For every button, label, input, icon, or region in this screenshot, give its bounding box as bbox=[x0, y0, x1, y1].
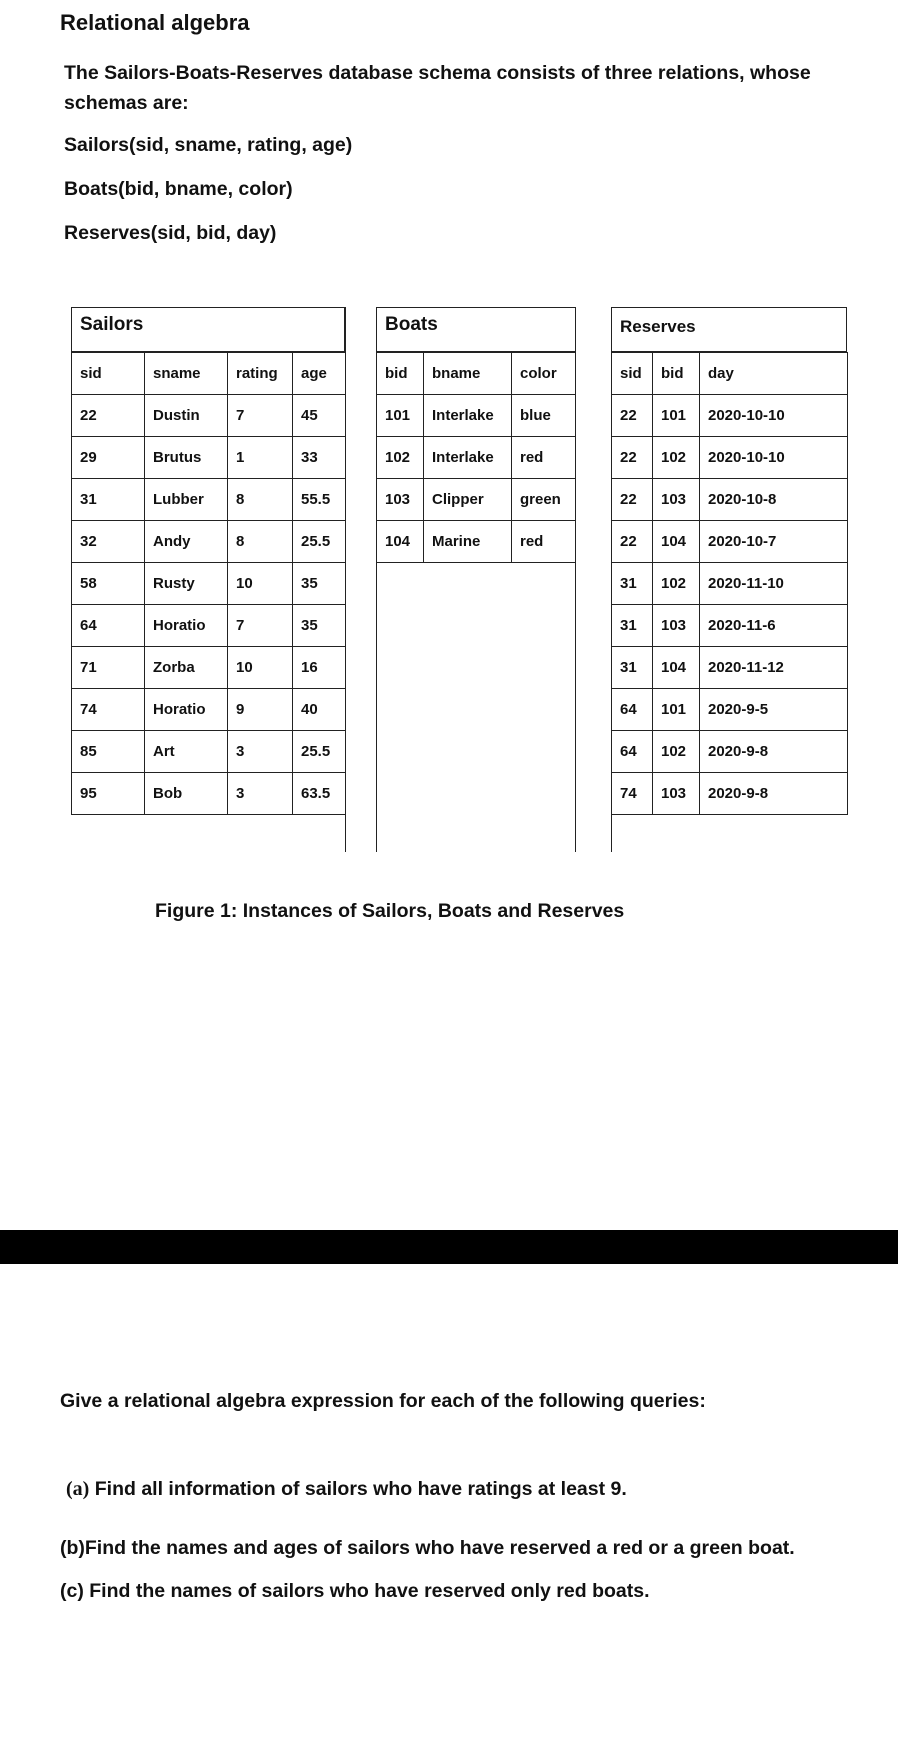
table-row bbox=[72, 647, 346, 689]
reserves-cell: 2020-10-8 bbox=[700, 479, 848, 521]
column-header: bname bbox=[424, 353, 512, 395]
sailors-cell: Horatio bbox=[145, 689, 228, 731]
reserves-cell: 103 bbox=[653, 605, 700, 647]
table-row bbox=[612, 437, 848, 479]
page-title: Relational algebra bbox=[60, 10, 250, 35]
reserves-cell: 2020-10-10 bbox=[700, 395, 848, 437]
table-row bbox=[72, 479, 346, 521]
sailors-cell: 10 bbox=[228, 647, 293, 689]
table-row bbox=[612, 731, 848, 773]
table-row bbox=[377, 395, 576, 437]
sailors-cell: 55.5 bbox=[293, 479, 346, 521]
column-header: sid bbox=[72, 353, 145, 395]
table-row bbox=[72, 395, 346, 437]
sailors-cell: Andy bbox=[145, 521, 228, 563]
sailors-cell: 8 bbox=[228, 479, 293, 521]
sailors-cell: 45 bbox=[293, 395, 346, 437]
boats-cell: 103 bbox=[377, 479, 424, 521]
intro-paragraph: The Sailors-Boats-Reserves database schema consists of three relations, whose schemas are: bbox=[64, 62, 811, 114]
sailors-cell: 71 bbox=[72, 647, 145, 689]
reserves-cell: 2020-11-12 bbox=[700, 647, 848, 689]
reserves-cell: 101 bbox=[653, 689, 700, 731]
sailors-cell: 58 bbox=[72, 563, 145, 605]
reserves-cell: 103 bbox=[653, 479, 700, 521]
reserves-cell: 102 bbox=[653, 731, 700, 773]
reserves-cell: 2020-9-5 bbox=[700, 689, 848, 731]
reserves-cell: 22 bbox=[612, 437, 653, 479]
sailors-cell: 8 bbox=[228, 521, 293, 563]
reserves-caption-box bbox=[611, 307, 847, 352]
reserves-cell: 31 bbox=[612, 647, 653, 689]
sailors-cell: Brutus bbox=[145, 437, 228, 479]
table-row bbox=[72, 521, 346, 563]
sailors-cell: 85 bbox=[72, 731, 145, 773]
boats-cell: green bbox=[512, 479, 576, 521]
question-a-text: Find all information of sailors who have ratings at least 9. bbox=[94, 1478, 627, 1500]
column-header: bid bbox=[653, 353, 700, 395]
sailors-cell: 7 bbox=[228, 395, 293, 437]
sailors-cell: 63.5 bbox=[293, 773, 346, 815]
reserves-table bbox=[611, 352, 848, 815]
question-c: (c) Find the names of sailors who have reserved only red boats. bbox=[60, 1580, 650, 1602]
table-row bbox=[612, 773, 848, 815]
table-row bbox=[72, 689, 346, 731]
reserves-cell: 22 bbox=[612, 395, 653, 437]
table-row bbox=[612, 689, 848, 731]
reserves-cell: 74 bbox=[612, 773, 653, 815]
boats-cell: 104 bbox=[377, 521, 424, 563]
table-row bbox=[612, 605, 848, 647]
sailors-cell: 9 bbox=[228, 689, 293, 731]
reserves-cell: 2020-9-8 bbox=[700, 773, 848, 815]
redaction-bar bbox=[0, 1230, 898, 1264]
question-b: (b)Find the names and ages of sailors who have reserved a red or a green boat. bbox=[60, 1537, 795, 1559]
reserves-cell: 104 bbox=[653, 521, 700, 563]
boats-cell: red bbox=[512, 437, 576, 479]
sailors-cell: 33 bbox=[293, 437, 346, 479]
reserves-cell: 22 bbox=[612, 479, 653, 521]
questions-intro: Give a relational algebra expression for each of the following queries: bbox=[60, 1390, 706, 1412]
table-header-row bbox=[377, 353, 576, 395]
table-row bbox=[612, 563, 848, 605]
reserves-cell: 2020-10-7 bbox=[700, 521, 848, 563]
reserves-caption: Reserves bbox=[620, 317, 696, 336]
boats-cell: Interlake bbox=[424, 395, 512, 437]
reserves-cell: 31 bbox=[612, 605, 653, 647]
table-row bbox=[377, 437, 576, 479]
sailors-cell: 22 bbox=[72, 395, 145, 437]
sailors-cell: 1 bbox=[228, 437, 293, 479]
sailors-cell: Horatio bbox=[145, 605, 228, 647]
boats-cell: 101 bbox=[377, 395, 424, 437]
sailors-cell: Zorba bbox=[145, 647, 228, 689]
sailors-cell: Art bbox=[145, 731, 228, 773]
column-header: sid bbox=[612, 353, 653, 395]
reserves-cell: 64 bbox=[612, 731, 653, 773]
column-header: age bbox=[293, 353, 346, 395]
boats-cell: red bbox=[512, 521, 576, 563]
sailors-cell: Dustin bbox=[145, 395, 228, 437]
column-header: bid bbox=[377, 353, 424, 395]
boats-cell: blue bbox=[512, 395, 576, 437]
boats-caption: Boats bbox=[385, 314, 438, 335]
table-row bbox=[612, 647, 848, 689]
table-row bbox=[377, 479, 576, 521]
reserves-cell: 31 bbox=[612, 563, 653, 605]
schema-sailors: Sailors(sid, sname, rating, age) bbox=[64, 134, 353, 156]
boats-cell: Marine bbox=[424, 521, 512, 563]
sailors-cell: 40 bbox=[293, 689, 346, 731]
divider bbox=[345, 307, 346, 852]
reserves-cell: 102 bbox=[653, 563, 700, 605]
table-row bbox=[612, 521, 848, 563]
question-a-label: (a) bbox=[66, 1478, 90, 1500]
table-row bbox=[612, 479, 848, 521]
reserves-cell: 2020-9-8 bbox=[700, 731, 848, 773]
sailors-cell: 64 bbox=[72, 605, 145, 647]
sailors-caption-box bbox=[71, 307, 345, 352]
boats-table bbox=[376, 352, 576, 563]
question-a bbox=[66, 1478, 627, 1501]
sailors-cell: 35 bbox=[293, 563, 346, 605]
boats-cell: Clipper bbox=[424, 479, 512, 521]
boats-cell: Interlake bbox=[424, 437, 512, 479]
boats-caption-box bbox=[376, 307, 576, 352]
table-header-row bbox=[72, 353, 346, 395]
sailors-cell: Bob bbox=[145, 773, 228, 815]
table-header-row bbox=[612, 353, 848, 395]
sailors-cell: Lubber bbox=[145, 479, 228, 521]
reserves-cell: 2020-10-10 bbox=[700, 437, 848, 479]
sailors-caption: Sailors bbox=[80, 314, 144, 335]
column-header: rating bbox=[228, 353, 293, 395]
sailors-cell: 32 bbox=[72, 521, 145, 563]
sailors-cell: 29 bbox=[72, 437, 145, 479]
sailors-cell: 3 bbox=[228, 773, 293, 815]
column-header: day bbox=[700, 353, 848, 395]
reserves-cell: 2020-11-10 bbox=[700, 563, 848, 605]
table-row bbox=[612, 395, 848, 437]
sailors-cell: 7 bbox=[228, 605, 293, 647]
sailors-cell: 74 bbox=[72, 689, 145, 731]
sailors-cell: 3 bbox=[228, 731, 293, 773]
table-row bbox=[72, 605, 346, 647]
sailors-table bbox=[71, 352, 346, 815]
boats-cell: 102 bbox=[377, 437, 424, 479]
sailors-cell: Rusty bbox=[145, 563, 228, 605]
reserves-cell: 2020-11-6 bbox=[700, 605, 848, 647]
reserves-cell: 104 bbox=[653, 647, 700, 689]
table-row bbox=[72, 731, 346, 773]
column-header: sname bbox=[145, 353, 228, 395]
reserves-cell: 103 bbox=[653, 773, 700, 815]
table-row bbox=[72, 437, 346, 479]
sailors-cell: 31 bbox=[72, 479, 145, 521]
table-row bbox=[377, 521, 576, 563]
sailors-cell: 25.5 bbox=[293, 521, 346, 563]
reserves-cell: 64 bbox=[612, 689, 653, 731]
figure-caption: Figure 1: Instances of Sailors, Boats and Reserves bbox=[155, 900, 625, 922]
table-row bbox=[72, 563, 346, 605]
sailors-cell: 25.5 bbox=[293, 731, 346, 773]
reserves-cell: 22 bbox=[612, 521, 653, 563]
sailors-cell: 95 bbox=[72, 773, 145, 815]
reserves-cell: 102 bbox=[653, 437, 700, 479]
sailors-cell: 35 bbox=[293, 605, 346, 647]
sailors-cell: 10 bbox=[228, 563, 293, 605]
schema-boats: Boats(bid, bname, color) bbox=[64, 178, 293, 200]
column-header: color bbox=[512, 353, 576, 395]
table-row bbox=[72, 773, 346, 815]
schema-reserves: Reserves(sid, bid, day) bbox=[64, 222, 277, 244]
reserves-cell: 101 bbox=[653, 395, 700, 437]
sailors-cell: 16 bbox=[293, 647, 346, 689]
